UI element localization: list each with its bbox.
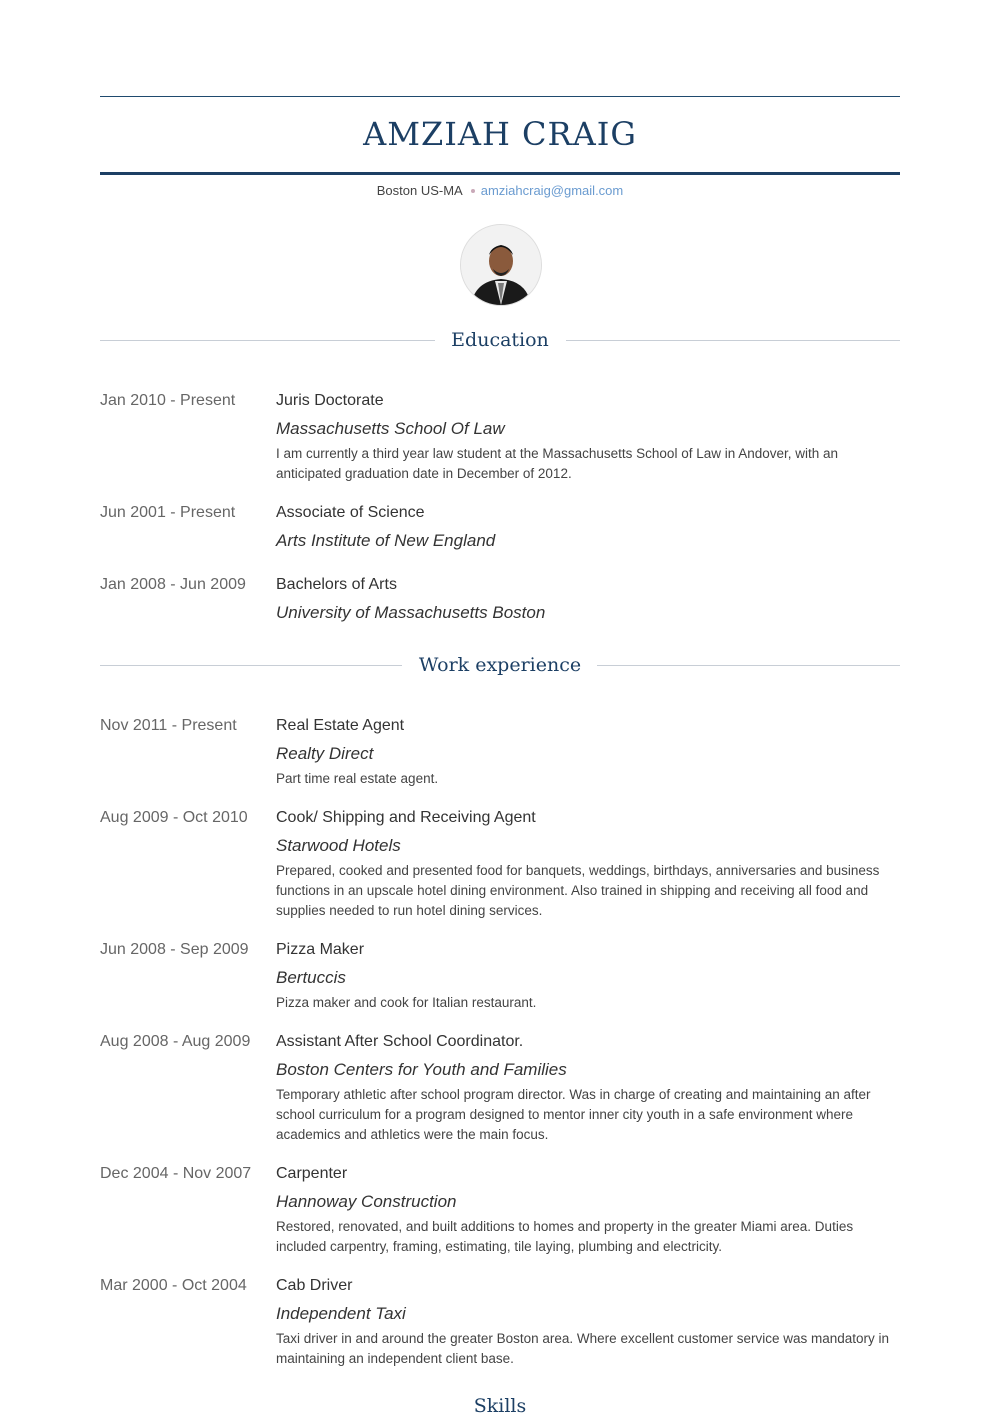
entry-date: Jun 2008 - Sep 2009 — [100, 941, 249, 958]
entry-title: Pizza Maker — [276, 941, 365, 958]
entry-date: Jan 2010 - Present — [100, 392, 236, 409]
entry-date: Jun 2001 - Present — [100, 504, 236, 521]
entry-organization: Massachusetts School Of Law — [276, 419, 505, 438]
candidate-name: AMZIAH CRAIG — [363, 115, 637, 153]
entry-title: Juris Doctorate — [276, 392, 384, 409]
skills-section-header — [100, 1392, 900, 1422]
header-bottom-rule — [100, 172, 900, 175]
email-link[interactable]: amziahcraig@gmail.com — [480, 183, 624, 198]
entry-title: Bachelors of Arts — [276, 576, 397, 593]
entry-organization: Hannoway Construction — [276, 1192, 457, 1211]
location-text: Boston US-MA — [376, 183, 463, 198]
entry-title: Assistant After School Coordinator. — [276, 1033, 524, 1050]
entry-organization: Boston Centers for Youth and Families — [276, 1060, 567, 1079]
section-title: Work experience — [418, 654, 582, 676]
entry-date: Aug 2009 - Oct 2010 — [100, 809, 248, 826]
entry-title: Carpenter — [276, 1165, 348, 1182]
entry-date: Mar 2000 - Oct 2004 — [100, 1277, 247, 1294]
entry-organization: Realty Direct — [276, 744, 374, 763]
entry-date: Nov 2011 - Present — [100, 717, 237, 734]
separator-dot-icon — [471, 189, 475, 193]
entry-organization: Bertuccis — [276, 968, 346, 987]
entry-title: Cab Driver — [276, 1277, 353, 1294]
entry-title: Real Estate Agent — [276, 717, 405, 734]
section-title: Skills — [473, 1395, 527, 1417]
entry-title: Cook/ Shipping and Receiving Agent — [276, 809, 536, 826]
entry-organization: University of Massachusetts Boston — [276, 603, 546, 622]
entry-date: Dec 2004 - Nov 2007 — [100, 1165, 252, 1182]
entry-organization: Starwood Hotels — [276, 836, 401, 855]
work-section-header — [100, 651, 900, 681]
profile-photo — [460, 224, 542, 306]
entry-title: Associate of Science — [276, 504, 425, 521]
entry-description: Temporary athletic after school program director. Was in charge of creating and maintaining an after school curriculum for a program designed to mentor inner city youth in a safe environment where academics and athletics were the main focus. — [276, 1087, 871, 1142]
entry-description: Part time real estate agent. — [276, 771, 439, 786]
entry-date: Jan 2008 - Jun 2009 — [100, 576, 246, 593]
section-title: Education — [451, 329, 549, 351]
header-top-rule — [100, 96, 900, 97]
entry-organization: Arts Institute of New England — [276, 531, 496, 550]
entry-description: I am currently a third year law student at the Massachusetts School of Law in Andover, with an anticipated graduation date in December of 2012. — [276, 446, 839, 481]
entry-description: Restored, renovated, and built additions to homes and property in the greater Miami area. Duties included carpentry, framing, estimating, tile laying, plumbing and electricity. — [276, 1219, 854, 1254]
entry-description: Pizza maker and cook for Italian restaurant. — [276, 995, 537, 1010]
entry-date: Aug 2008 - Aug 2009 — [100, 1033, 251, 1050]
entry-description: Prepared, cooked and presented food for banquets, weddings, birthdays, anniversaries and business functions in an upscale hotel dining environment. Also trained in shipping and receiving all food and supplies needed to run hotel dining services. — [276, 863, 880, 918]
person-portrait-icon — [461, 225, 541, 305]
contact-line — [100, 182, 900, 200]
education-section-header — [100, 326, 900, 356]
entry-description: Taxi driver in and around the greater Boston area. Where excellent customer service was mandatory in maintaining an independent client base. — [276, 1331, 890, 1366]
entry-organization: Independent Taxi — [276, 1304, 406, 1323]
